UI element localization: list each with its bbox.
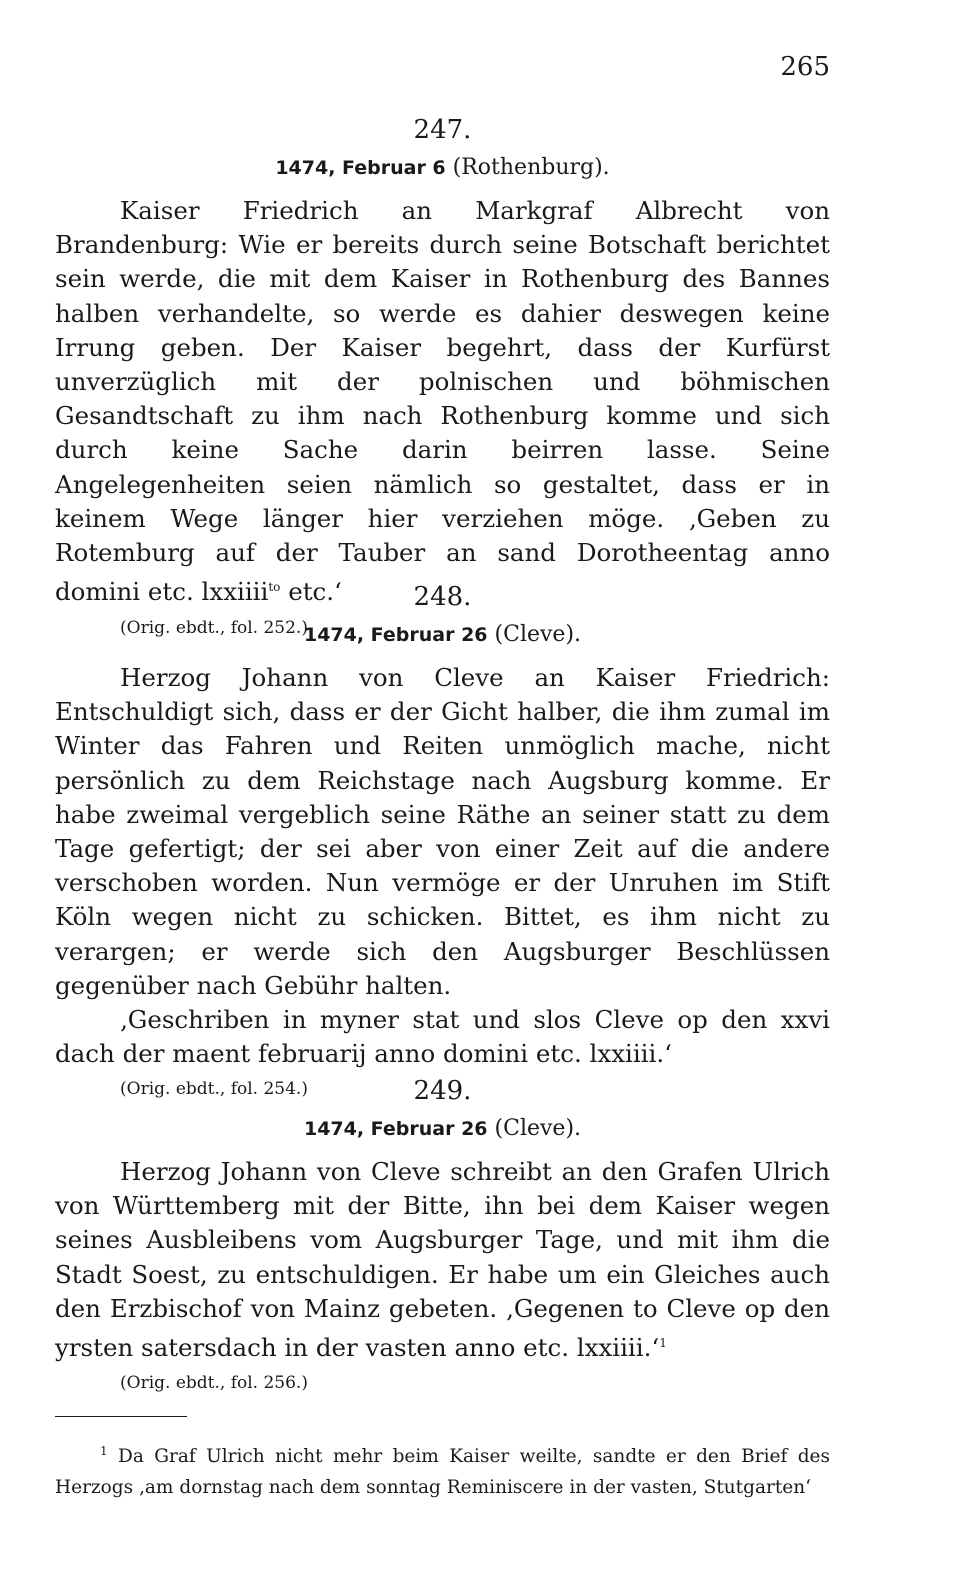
entry-248 bbox=[55, 582, 830, 1099]
entry-date: 1474, Februar 26 bbox=[303, 624, 488, 646]
entry-date: 1474, Februar 6 bbox=[275, 157, 446, 179]
entry-paragraph: ‚Geschriben in myner stat und slos Cleve op den xxvi dach der maent februarij anno domini etc. lxxiiii.‘ bbox=[55, 1005, 830, 1069]
source-citation: (Orig. ebdt., fol. 252.) bbox=[120, 617, 308, 638]
paragraph-text: Herzog Johann von Cleve schreibt an den Grafen Ulrich von Württemberg mit der Bitte, ihn bei dem Kaiser wegen seines Ausbleibens vom Augsburger Tage, und mit ihm die Stadt Soest, zu entschuldigen. Er habe um ein Gleiches auch den Erzbischof von Mainz gebeten. ‚Gegenen to Cleve op den yrsten satersdach in der vasten anno etc. lxxiiii.‘ bbox=[55, 1157, 830, 1363]
paragraph-tail: etc.‘ bbox=[280, 577, 342, 607]
entry-number: 249. bbox=[413, 1076, 472, 1106]
superscript: to bbox=[268, 580, 281, 595]
footnote-marker: 1 bbox=[100, 1444, 108, 1458]
entry-place: (Cleve). bbox=[494, 1116, 582, 1141]
source-citation: (Orig. ebdt., fol. 254.) bbox=[120, 1079, 308, 1100]
footnote-reference: 1 bbox=[659, 1336, 667, 1351]
footnote-divider bbox=[55, 1416, 187, 1417]
entry-number: 247. bbox=[413, 115, 472, 145]
entry-place: (Cleve). bbox=[494, 622, 582, 647]
entry-249 bbox=[55, 1076, 830, 1393]
entry-paragraph bbox=[55, 194, 830, 610]
entry-place: (Rothenburg). bbox=[452, 155, 610, 180]
entry-heading bbox=[55, 155, 830, 180]
entry-number: 248. bbox=[413, 582, 472, 612]
footnote-text: Da Graf Ulrich nicht mehr beim Kaiser weilte, sandte er den Brief des Herzogs ‚am dornstag nach dem sonntag Reminiscere in der vasten, Stutgarten‘ bbox=[55, 1446, 830, 1499]
entry-date: 1474, Februar 26 bbox=[303, 1118, 488, 1140]
entry-247 bbox=[55, 115, 830, 638]
page-number: 265 bbox=[780, 52, 830, 82]
paragraph-text: Kaiser Friedrich an Markgraf Albrecht von Brandenburg: Wie er bereits durch seine Botschaft berichtet sein werde, die mit dem Kaiser in Rothenburg des Bannes halben verhandelte, so werde es dahier deswegen keine Irrung geben. Der Kaiser begehrt, dass der Kurfürst unverzüglich mit der polnischen und böhmischen Gesandtschaft zu ihm nach Rothenburg komme und sich durch keine Sache darin beirren lasse. Seine Angelegenheiten seien nämlich so gestaltet, dass er in keinem Wege länger hier verziehen möge. ‚Geben zu Rotemburg auf der Tauber an sand Dorotheentag anno domini etc. lxxiiii bbox=[55, 196, 830, 607]
entry-paragraph bbox=[55, 1155, 830, 1365]
entry-heading bbox=[55, 1116, 830, 1141]
entry-paragraph: Herzog Johann von Cleve an Kaiser Friedrich: Entschuldigt sich, dass er der Gicht halber, die ihm zumal im Winter das Fahren und Reiten unmöglich mache, nicht persönlich zu dem Reichstage nach Augsburg komme. Er habe zweimal vergeblich seine Räthe an seiner statt zu dem Tage gefertigt; der sei aber von einer Zeit auf die andere verschoben worden. Nun vermöge er der Unruhen im Stift Köln wegen nicht zu schicken. Bittet, es ihm nicht zu verargen; er werde sich den Augsburger Beschlüssen gegenüber nach Gebühr halten. bbox=[55, 663, 830, 1000]
source-citation: (Orig. ebdt., fol. 256.) bbox=[120, 1373, 308, 1394]
footnote bbox=[55, 1436, 830, 1503]
entry-heading bbox=[55, 622, 830, 647]
